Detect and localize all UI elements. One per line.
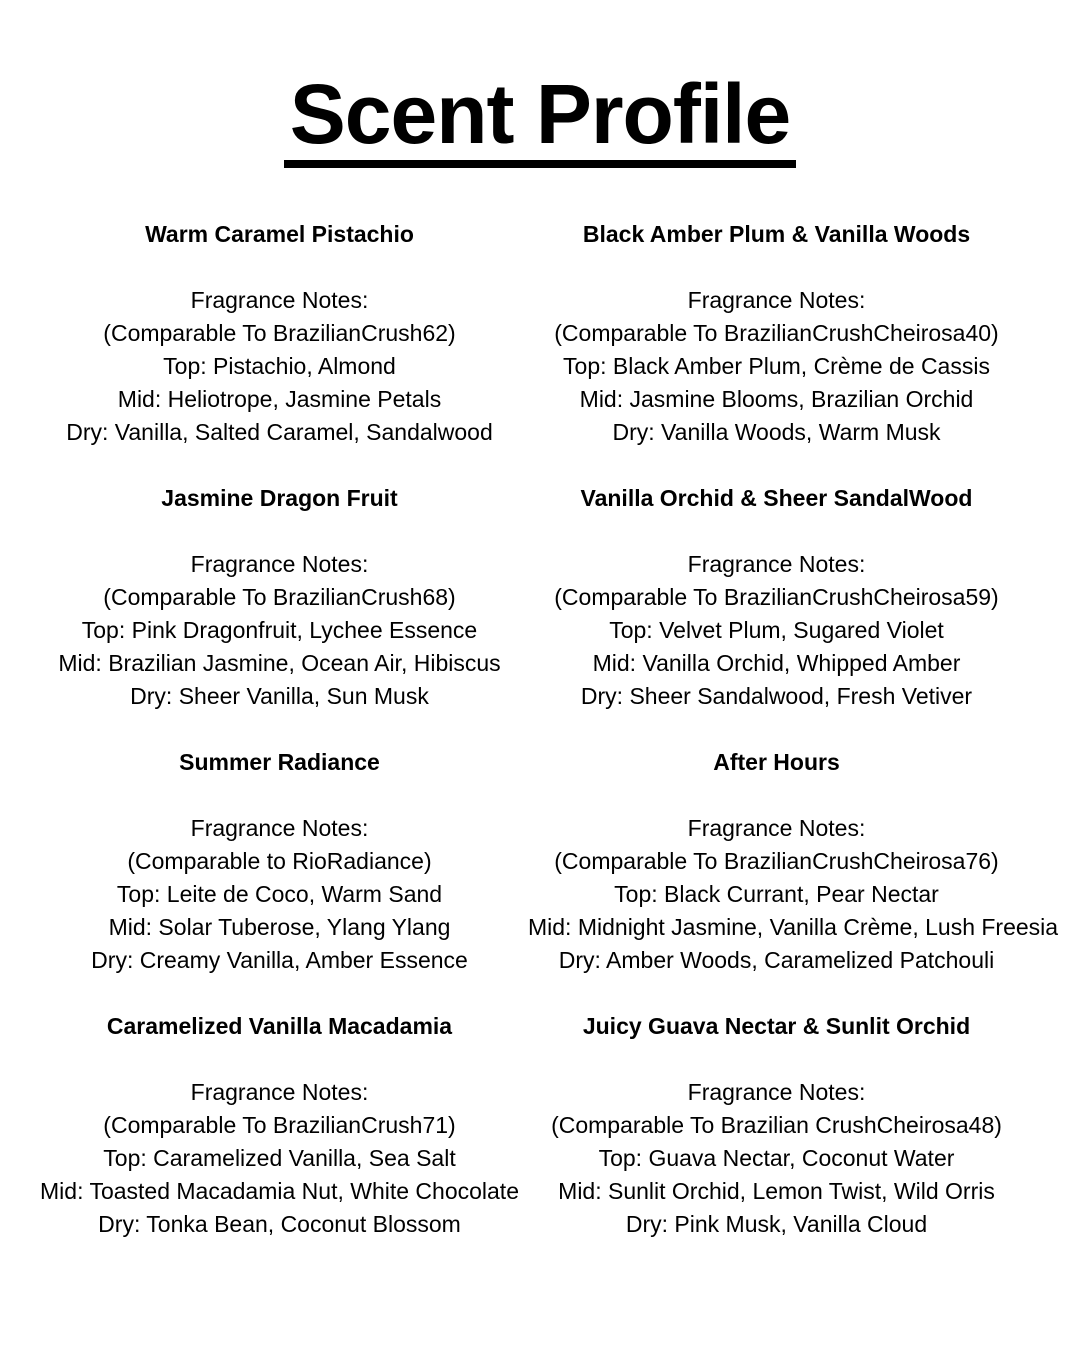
top-notes-line: Top: Black Currant, Pear Nectar	[614, 881, 939, 907]
top-notes-line: Top: Pink Dragonfruit, Lychee Essence	[81, 617, 478, 643]
scent-name: Warm Caramel Pistachio	[145, 221, 414, 247]
fragrance-notes-label: Fragrance Notes:	[687, 1079, 866, 1105]
comparable-line: (Comparable to RioRadiance)	[127, 848, 432, 874]
top-notes-line: Top: Guava Nectar, Coconut Water	[598, 1145, 955, 1171]
scent-name: Black Amber Plum & Vanilla Woods	[582, 221, 971, 247]
comparable-line: (Comparable To BrazilianCrushCheirosa40)	[554, 320, 999, 346]
fragrance-notes-label: Fragrance Notes:	[190, 551, 369, 577]
comparable-line: (Comparable To Brazilian CrushCheirosa48)	[551, 1112, 1002, 1138]
scent-block	[528, 218, 1025, 449]
mid-notes-line: Mid: Solar Tuberose, Ylang Ylang	[108, 914, 451, 940]
scent-name: After Hours	[713, 749, 840, 775]
fragrance-notes-label: Fragrance Notes:	[190, 287, 369, 313]
dry-notes-line: Dry: Pink Musk, Vanilla Cloud	[625, 1211, 928, 1237]
comparable-line: (Comparable To BrazilianCrushCheirosa76)	[554, 848, 999, 874]
mid-notes-line: Mid: Jasmine Blooms, Brazilian Orchid	[579, 386, 974, 412]
top-notes-line: Top: Caramelized Vanilla, Sea Salt	[103, 1145, 456, 1171]
scent-columns	[0, 218, 1080, 1274]
dry-notes-line: Dry: Creamy Vanilla, Amber Essence	[91, 947, 468, 973]
top-notes-line: Top: Velvet Plum, Sugared Violet	[609, 617, 944, 643]
scent-block	[31, 1010, 528, 1241]
mid-notes-line: Mid: Sunlit Orchid, Lemon Twist, Wild Orris	[558, 1178, 995, 1204]
mid-notes-line: Mid: Toasted Macadamia Nut, White Chocolate	[40, 1178, 519, 1204]
dry-notes-line: Dry: Amber Woods, Caramelized Patchouli	[558, 947, 995, 973]
scent-block	[528, 1010, 1025, 1241]
scent-name: Vanilla Orchid & Sheer SandalWood	[580, 485, 973, 511]
comparable-line: (Comparable To BrazilianCrush71)	[103, 1112, 456, 1138]
fragrance-notes-label: Fragrance Notes:	[687, 551, 866, 577]
fragrance-notes-label: Fragrance Notes:	[190, 1079, 369, 1105]
mid-notes-line: Mid: Midnight Jasmine, Vanilla Crème, Lush Freesia	[528, 914, 1059, 940]
comparable-line: (Comparable To BrazilianCrushCheirosa59)	[554, 584, 999, 610]
top-notes-line: Top: Black Amber Plum, Crème de Cassis	[563, 353, 990, 379]
dry-notes-line: Dry: Vanilla Woods, Warm Musk	[612, 419, 941, 445]
fragrance-notes-label: Fragrance Notes:	[687, 815, 866, 841]
fragrance-notes-label: Fragrance Notes:	[687, 287, 866, 313]
scent-name: Juicy Guava Nectar & Sunlit Orchid	[582, 1013, 971, 1039]
scent-block	[31, 746, 528, 977]
scent-name: Jasmine Dragon Fruit	[161, 485, 398, 511]
page-title: Scent Profile	[284, 72, 796, 168]
scent-name: Summer Radiance	[179, 749, 380, 775]
right-column	[528, 218, 1059, 1274]
top-notes-line: Top: Leite de Coco, Warm Sand	[116, 881, 443, 907]
left-column	[31, 218, 528, 1274]
mid-notes-line: Mid: Heliotrope, Jasmine Petals	[117, 386, 442, 412]
comparable-line: (Comparable To BrazilianCrush68)	[103, 584, 456, 610]
scent-name: Caramelized Vanilla Macadamia	[106, 1013, 453, 1039]
top-notes-line: Top: Pistachio, Almond	[163, 353, 396, 379]
scent-block	[31, 482, 528, 713]
scent-block	[31, 218, 528, 449]
title-section	[0, 0, 1080, 168]
dry-notes-line: Dry: Sheer Sandalwood, Fresh Vetiver	[580, 683, 973, 709]
comparable-line: (Comparable To BrazilianCrush62)	[103, 320, 456, 346]
dry-notes-line: Dry: Tonka Bean, Coconut Blossom	[98, 1211, 461, 1237]
mid-notes-line: Mid: Brazilian Jasmine, Ocean Air, Hibiscus	[58, 650, 501, 676]
dry-notes-line: Dry: Sheer Vanilla, Sun Musk	[130, 683, 429, 709]
scent-block	[528, 746, 1059, 977]
scent-block	[528, 482, 1025, 713]
mid-notes-line: Mid: Vanilla Orchid, Whipped Amber	[592, 650, 961, 676]
dry-notes-line: Dry: Vanilla, Salted Caramel, Sandalwood	[66, 419, 493, 445]
fragrance-notes-label: Fragrance Notes:	[190, 815, 369, 841]
